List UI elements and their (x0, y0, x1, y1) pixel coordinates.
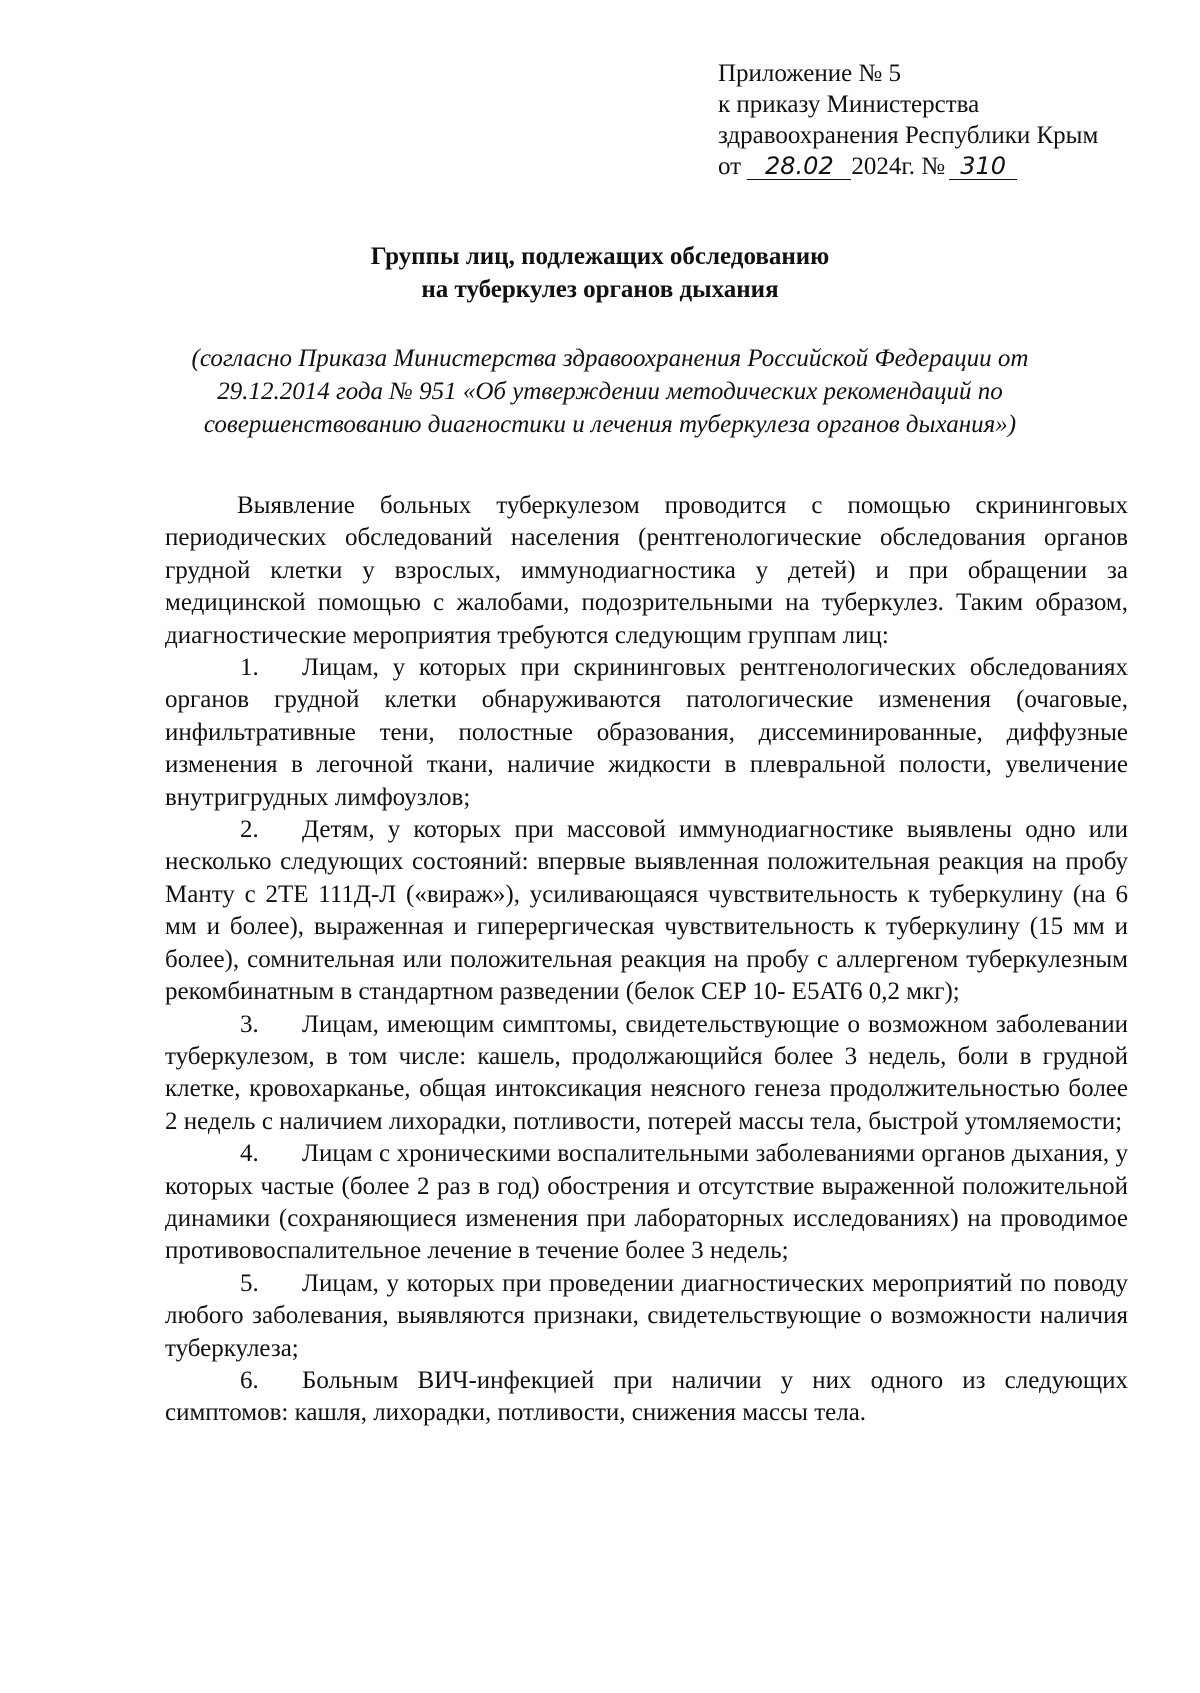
item-text: Больным ВИЧ-инфекцией при наличии у них одного из следующих симптомов: кашля, лихорадки, потливости, снижения массы тела. (165, 1366, 1128, 1427)
list-item (165, 652, 1128, 814)
list-item (165, 1009, 1128, 1139)
list-item (165, 1268, 1128, 1365)
list-item (165, 1365, 1128, 1430)
document-subtitle: (согласно Приказа Министерства здравоохранения Российской Федерации от 29.12.2014 года № 951 «Об утверждении методических рекомендаций по совершенствованию диагностики и лечения туберкулеза органов дыхания») (191, 345, 1029, 438)
item-number: 1. (240, 654, 259, 682)
list-item (165, 1138, 1128, 1268)
handwritten-order-number: 310 (949, 153, 1017, 180)
title-line-2: на туберкулез органов дыхания (421, 276, 779, 303)
item-text: Лицам, у которых при проведении диагностических мероприятий по поводу любого заболевания, выявляются признаки, свидетельствующие о возможности наличия туберкулеза; (165, 1269, 1128, 1362)
item-text: Лицам, имеющим симптомы, свидетельствующие о возможном заболевании туберкулезом, в том числе: кашель, продолжающийся более 3 недель, боли в грудной клетке, кровохарканье, общая интоксикация неясного генеза продолжительностью более 2 недель с наличием лихорадки, потливости, потерей массы тела, быстрой утомляемости; (165, 1010, 1128, 1135)
item-text: Лицам с хроническими воспалительными заболеваниями органов дыхания, у которых частые (более 2 раз в год) обострения и отсутствие выраженной положительной динамики (сохраняющиеся изменения при лабораторных исследованиях) на проводимое противовоспалительное лечение в течение более 3 недель; (165, 1140, 1128, 1265)
item-number: 4. (240, 1140, 259, 1168)
item-number: 3. (240, 1010, 259, 1038)
appendix-date-line (718, 151, 1158, 182)
handwritten-date: 28.02 (747, 153, 851, 180)
item-number: 5. (240, 1269, 259, 1297)
item-number: 6. (240, 1366, 259, 1394)
title-line-1: Группы лиц, подлежащих обследованию (370, 243, 830, 270)
document-title (160, 240, 1040, 306)
document-body (165, 490, 1128, 1430)
year-and-number-label: 2024г. № (851, 153, 946, 180)
item-text: Лицам, у которых при скрининговых рентгенологических обследованиях органов грудной клетки обнаруживаются патологические изменения (очаговые, инфильтративные тени, полостные образования, диссеминированные, диффузные изменения в легочной ткани, наличие жидкости в плевральной полости, увеличение внутригрудных лимфоузлов; (165, 654, 1128, 811)
appendix-ministry: здравоохранения Республики Крым (718, 122, 1099, 149)
item-number: 2. (240, 816, 259, 844)
date-prefix: от (718, 153, 742, 180)
item-text: Детям, у которых при массовой иммунодиагностике выявлены одно или несколько следующих состояний: впервые выявленная положительная реакция на пробу Манту с 2ТЕ 111Д-Л («вираж»), усиливающаяся чувствительность к туберкулину (на 6 мм и более), выраженная и гиперергическая чувствительность к туберкулину (15 мм и более), сомнительная или положительная реакция на пробу с аллергеном туберкулезным рекомбинатным в стандартном разведении (белок CEP 10- E5AT6 0,2 мкг); (165, 816, 1128, 1006)
intro-paragraph: Выявление больных туберкулезом проводится с помощью скрининговых периодических обследований населения (рентгенологические обследования органов грудной клетки у взрослых, иммунодиагностика у детей) и при обращении за медицинской помощью с жалобами, подозрительными на туберкулез. Таким образом, диагностические мероприятия требуются следующим группам лиц: (165, 492, 1128, 649)
appendix-order-ref: к приказу Министерства (718, 91, 980, 118)
appendix-number: Приложение № 5 (718, 60, 902, 87)
appendix-header (718, 58, 1158, 182)
list-item (165, 814, 1128, 1008)
